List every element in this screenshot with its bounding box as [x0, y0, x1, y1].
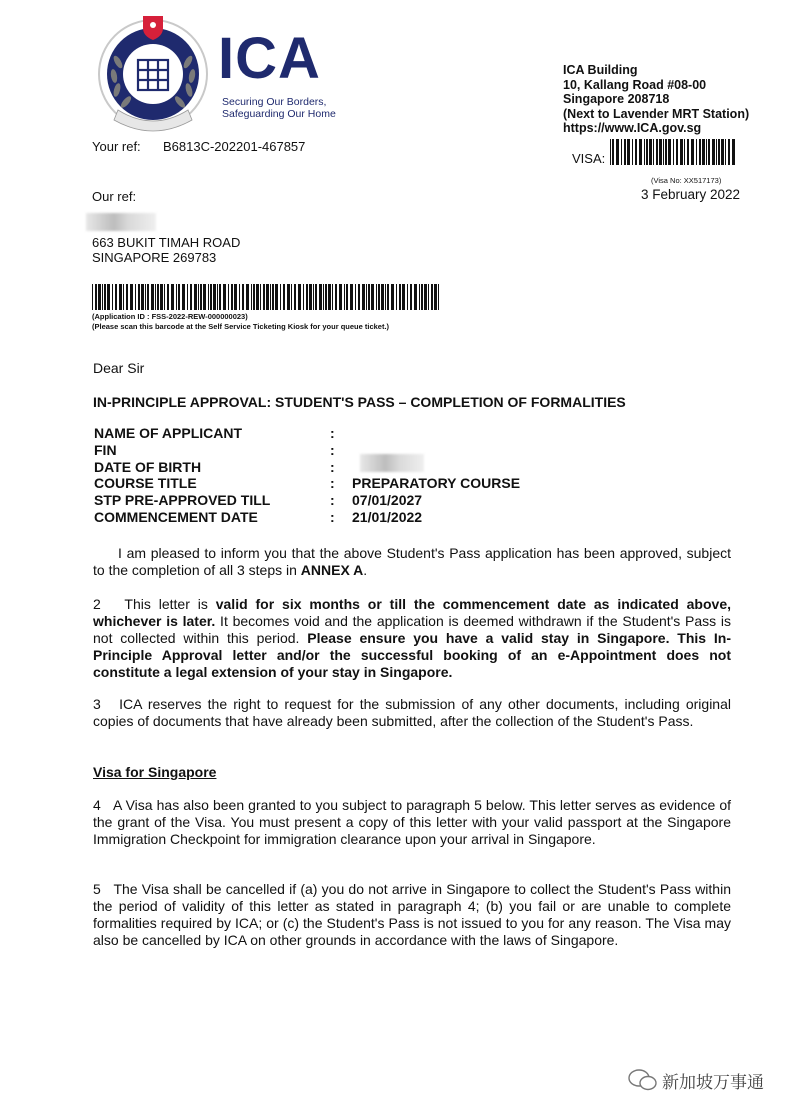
barcode-bar	[246, 284, 249, 310]
barcode-bar	[687, 139, 689, 165]
field-value	[352, 425, 520, 442]
barcode-bar	[610, 139, 611, 165]
field-label: DATE OF BIRTH	[94, 458, 202, 475]
barcode-bar	[234, 284, 237, 310]
field-label: STP PRE-APPROVED TILL	[94, 492, 271, 509]
barcode-bar	[696, 139, 697, 165]
barcode-bar	[434, 284, 437, 310]
barcode-bar	[213, 284, 216, 310]
paragraph-4	[93, 797, 731, 848]
address-line: 10, Kallang Road #08-00	[563, 77, 707, 92]
table-row	[94, 459, 520, 476]
our-ref-label: Our ref:	[92, 189, 137, 204]
p2-text-b: valid for six months or till the commencement date as indicated above, whichever is later.	[93, 596, 731, 629]
applicant-details-table	[94, 425, 520, 526]
barcode-bar	[198, 284, 199, 310]
p1-text: I am pleased to inform you that the above Student's Pass application has been approved, subject to the completion of all 3 steps in	[93, 545, 731, 578]
p4-text: A Visa has also been granted to you subject to paragraph 5 below. This letter serves as evidence of the grant of the Visa. You must present a copy of this letter with your valid passport at the Singapore Immigration Checkpoint for immigration clearance upon your arrival in Singapore.	[93, 797, 732, 847]
p3-number: 3	[93, 696, 101, 712]
barcode-bar	[728, 139, 730, 165]
barcode-bar	[283, 284, 285, 310]
barcode-bar	[157, 284, 159, 310]
ica-address	[563, 63, 749, 136]
visa-label: VISA:	[572, 151, 606, 166]
barcode-bar	[659, 139, 662, 165]
barcode-bar	[323, 284, 324, 310]
paragraph-1	[93, 545, 731, 579]
field-colon: :	[330, 425, 335, 441]
barcode-bar	[126, 284, 128, 310]
barcode-bar	[167, 284, 169, 310]
barcode-bar	[635, 139, 637, 165]
barcode-bar	[160, 284, 163, 310]
barcode-bar	[653, 139, 654, 165]
barcode-bar	[716, 139, 717, 165]
barcode-bar	[231, 284, 233, 310]
p2-text-c: It becomes void and the application is deemed withdrawn if the Student's Pass is not collected within this period.	[93, 613, 731, 646]
barcode-bar	[253, 284, 255, 310]
field-colon: :	[330, 492, 335, 509]
barcode-bar	[656, 139, 658, 165]
wechat-icon	[628, 1068, 658, 1097]
barcode-bar	[130, 284, 133, 310]
barcode-bar	[208, 284, 209, 310]
p3-text: ICA reserves the right to request for the submission of any other documents, including original copies of documents that have already been submitted, after the collection of the Student's Pass.	[93, 696, 731, 729]
table-row	[94, 425, 520, 442]
barcode-bar	[419, 284, 420, 310]
p2-text-a: This letter is	[124, 596, 216, 612]
visa-barcode-icon	[610, 139, 736, 165]
barcode-bar	[272, 284, 274, 310]
barcode-bar	[421, 284, 423, 310]
table-row	[94, 475, 520, 492]
field-value: PREPARATORY COURSE	[352, 475, 521, 492]
barcode-bar	[171, 284, 174, 310]
barcode-bar	[187, 284, 188, 310]
barcode-bar	[92, 284, 93, 310]
barcode-bar	[410, 284, 412, 310]
barcode-bar	[104, 284, 106, 310]
barcode-bar	[95, 284, 97, 310]
barcode-bar	[251, 284, 252, 310]
barcode-bar	[228, 284, 229, 310]
barcode-bar	[424, 284, 427, 310]
salutation: Dear Sir	[93, 360, 145, 376]
barcode-bar	[256, 284, 259, 310]
barcode-bar	[676, 139, 678, 165]
barcode-bar	[624, 139, 626, 165]
letter-subject: IN-PRINCIPLE APPROVAL: STUDENT'S PASS – COMPLETION OF FORMALITIES	[93, 394, 626, 410]
barcode-bar	[123, 284, 124, 310]
paragraph-5	[93, 881, 731, 949]
barcode-bar	[627, 139, 630, 165]
field-colon: :	[330, 458, 335, 475]
p5-number: 5	[93, 881, 101, 897]
barcode-bar	[194, 284, 197, 310]
barcode-bar	[223, 284, 226, 310]
barcode-bar	[665, 139, 667, 165]
tagline-line1: Securing Our Borders,	[222, 96, 327, 108]
address-website[interactable]: https://www.ICA.gov.sg	[563, 121, 702, 135]
barcode-bar	[718, 139, 720, 165]
barcode-bar	[371, 284, 374, 310]
barcode-bar	[350, 284, 353, 310]
barcode-bar	[200, 284, 202, 310]
watermark-text: 新加坡万事通	[662, 1073, 764, 1092]
barcode-bar	[266, 284, 269, 310]
barcode-scan-note: (Please scan this barcode at the Self Service Ticketing Kiosk for your queue ticket.)	[92, 322, 390, 331]
visa-number: (Visa No: XX517173)	[651, 176, 722, 185]
barcode-bar	[141, 284, 144, 310]
barcode-bar	[306, 284, 308, 310]
barcode-bar	[239, 284, 240, 310]
barcode-bar	[328, 284, 331, 310]
barcode-bar	[339, 284, 342, 310]
barcode-bar	[275, 284, 278, 310]
barcode-bar	[203, 284, 206, 310]
barcode-bar	[260, 284, 261, 310]
letter-date: 3 February 2022	[641, 187, 741, 202]
barcode-bar	[346, 284, 348, 310]
barcode-bar	[732, 139, 735, 165]
barcode-bar	[219, 284, 221, 310]
barcode-bar	[399, 284, 401, 310]
barcode-bar	[712, 139, 715, 165]
barcode-bar	[217, 284, 218, 310]
barcode-bar	[210, 284, 212, 310]
address-line: (Next to Lavender MRT Station)	[563, 106, 750, 121]
paragraph-3	[93, 696, 731, 730]
barcode-bar	[313, 284, 314, 310]
barcode-bar	[182, 284, 185, 310]
table-row	[94, 442, 520, 459]
barcode-bar	[107, 284, 110, 310]
barcode-bar	[691, 139, 694, 165]
barcode-bar	[721, 139, 724, 165]
visa-section-heading: Visa for Singapore	[93, 764, 217, 780]
barcode-bar	[632, 139, 633, 165]
field-value: 07/01/2027	[352, 492, 423, 509]
barcode-bar	[119, 284, 122, 310]
ica-acronym: ICA	[218, 26, 321, 91]
barcode-bar	[438, 284, 439, 310]
ica-seal-icon	[96, 14, 218, 132]
barcode-bar	[270, 284, 271, 310]
barcode-bar	[287, 284, 290, 310]
barcode-bar	[242, 284, 244, 310]
barcode-bar	[145, 284, 146, 310]
barcode-bar	[702, 139, 705, 165]
barcode-bar	[376, 284, 377, 310]
barcode-bar	[644, 139, 645, 165]
paragraph-2	[93, 596, 731, 681]
field-label: FIN	[94, 441, 117, 458]
barcode-bar	[402, 284, 405, 310]
barcode-bar	[431, 284, 433, 310]
barcode-bar	[621, 139, 622, 165]
barcode-bar	[112, 284, 113, 310]
barcode-bar	[280, 284, 281, 310]
barcode-bar	[344, 284, 345, 310]
barcode-bar	[176, 284, 177, 310]
field-colon: :	[330, 441, 335, 458]
p1-end: .	[363, 562, 368, 578]
recipient-address-line2: SINGAPORE 269783	[92, 250, 217, 265]
address-line: Singapore 208718	[563, 92, 670, 106]
barcode-bar	[190, 284, 192, 310]
barcode-bar	[368, 284, 370, 310]
barcode-bar	[309, 284, 312, 310]
tagline-line2: Safeguarding Our Home	[222, 108, 336, 120]
barcode-bar	[639, 139, 642, 165]
barcode-bar	[385, 284, 386, 310]
barcode-bar	[358, 284, 360, 310]
barcode-bar	[315, 284, 317, 310]
barcode-bar	[155, 284, 156, 310]
barcode-bar	[668, 139, 671, 165]
redacted-field-values	[360, 454, 424, 472]
barcode-bar	[680, 139, 683, 165]
address-line: ICA Building	[563, 63, 638, 77]
barcode-bar	[102, 284, 103, 310]
barcode-bar	[391, 284, 394, 310]
barcode-bar	[396, 284, 397, 310]
barcode-bar	[138, 284, 140, 310]
barcode-bar	[362, 284, 365, 310]
barcode-bar	[663, 139, 664, 165]
field-label: COURSE TITLE	[94, 475, 197, 492]
barcode-bar	[147, 284, 149, 310]
field-value: 21/01/2022	[352, 508, 423, 525]
field-colon: :	[330, 475, 335, 492]
p5-text: The Visa shall be cancelled if (a) you do not arrive in Singapore to collect the Student's Pass within the period of validity of this letter as stated in paragraph 4; (b) you fail or are unable to complete formalities required by ICA; or (c) the Student's Pass is not issued to you for any reason. The Visa may also be cancelled by ICA on other grounds in accordance with the laws of Singapore.	[93, 881, 731, 948]
barcode-bar	[115, 284, 117, 310]
barcode-bar	[699, 139, 701, 165]
barcode-bar	[332, 284, 333, 310]
barcode-bar	[708, 139, 710, 165]
your-ref-label: Your ref:	[92, 139, 141, 154]
barcode-bar	[706, 139, 707, 165]
p2-number: 2	[93, 596, 101, 612]
barcode-bar	[164, 284, 165, 310]
barcode-bar	[407, 284, 408, 310]
field-label: COMMENCEMENT DATE	[94, 508, 258, 525]
barcode-bar	[378, 284, 380, 310]
application-id: (Application ID : FSS-2022-REW-000000023)	[92, 312, 248, 321]
field-colon: :	[330, 508, 335, 525]
barcode-bar	[387, 284, 389, 310]
barcode-bar	[414, 284, 417, 310]
barcode-bar	[684, 139, 685, 165]
barcode-bar	[646, 139, 648, 165]
barcode-bar	[98, 284, 101, 310]
barcode-bar	[335, 284, 337, 310]
table-row	[94, 509, 520, 526]
ica-tagline	[222, 96, 336, 120]
barcode-bar	[303, 284, 304, 310]
barcode-bar	[263, 284, 265, 310]
recipient-address-line1: 663 BUKIT TIMAH ROAD	[92, 235, 241, 250]
barcode-bar	[355, 284, 356, 310]
barcode-bar	[298, 284, 301, 310]
barcode-bar	[291, 284, 292, 310]
barcode-bar	[381, 284, 384, 310]
barcode-bar	[135, 284, 136, 310]
barcode-bar	[319, 284, 322, 310]
barcode-bar	[673, 139, 674, 165]
barcode-bar	[325, 284, 327, 310]
barcode-bar	[612, 139, 614, 165]
redacted-recipient-name	[86, 213, 156, 231]
your-ref-value: B6813C-202201-467857	[163, 139, 306, 154]
application-barcode-icon	[92, 284, 440, 310]
barcode-bar	[366, 284, 367, 310]
barcode-bar	[151, 284, 154, 310]
barcode-bar	[725, 139, 726, 165]
field-label: NAME OF APPLICANT	[94, 425, 243, 441]
barcode-bar	[294, 284, 296, 310]
barcode-bar	[616, 139, 619, 165]
p1-annex: ANNEX A	[300, 562, 364, 578]
barcode-bar	[649, 139, 652, 165]
p4-number: 4	[93, 797, 101, 813]
barcode-bar	[428, 284, 429, 310]
barcode-bar	[178, 284, 180, 310]
table-row	[94, 492, 520, 509]
p2-text-d: Please ensure you have a valid stay in Singapore. This In-Principle Approval letter and/or the successful booking of an e-Appointment does not constitute a legal extension of your stay in Singapore.	[93, 630, 731, 680]
